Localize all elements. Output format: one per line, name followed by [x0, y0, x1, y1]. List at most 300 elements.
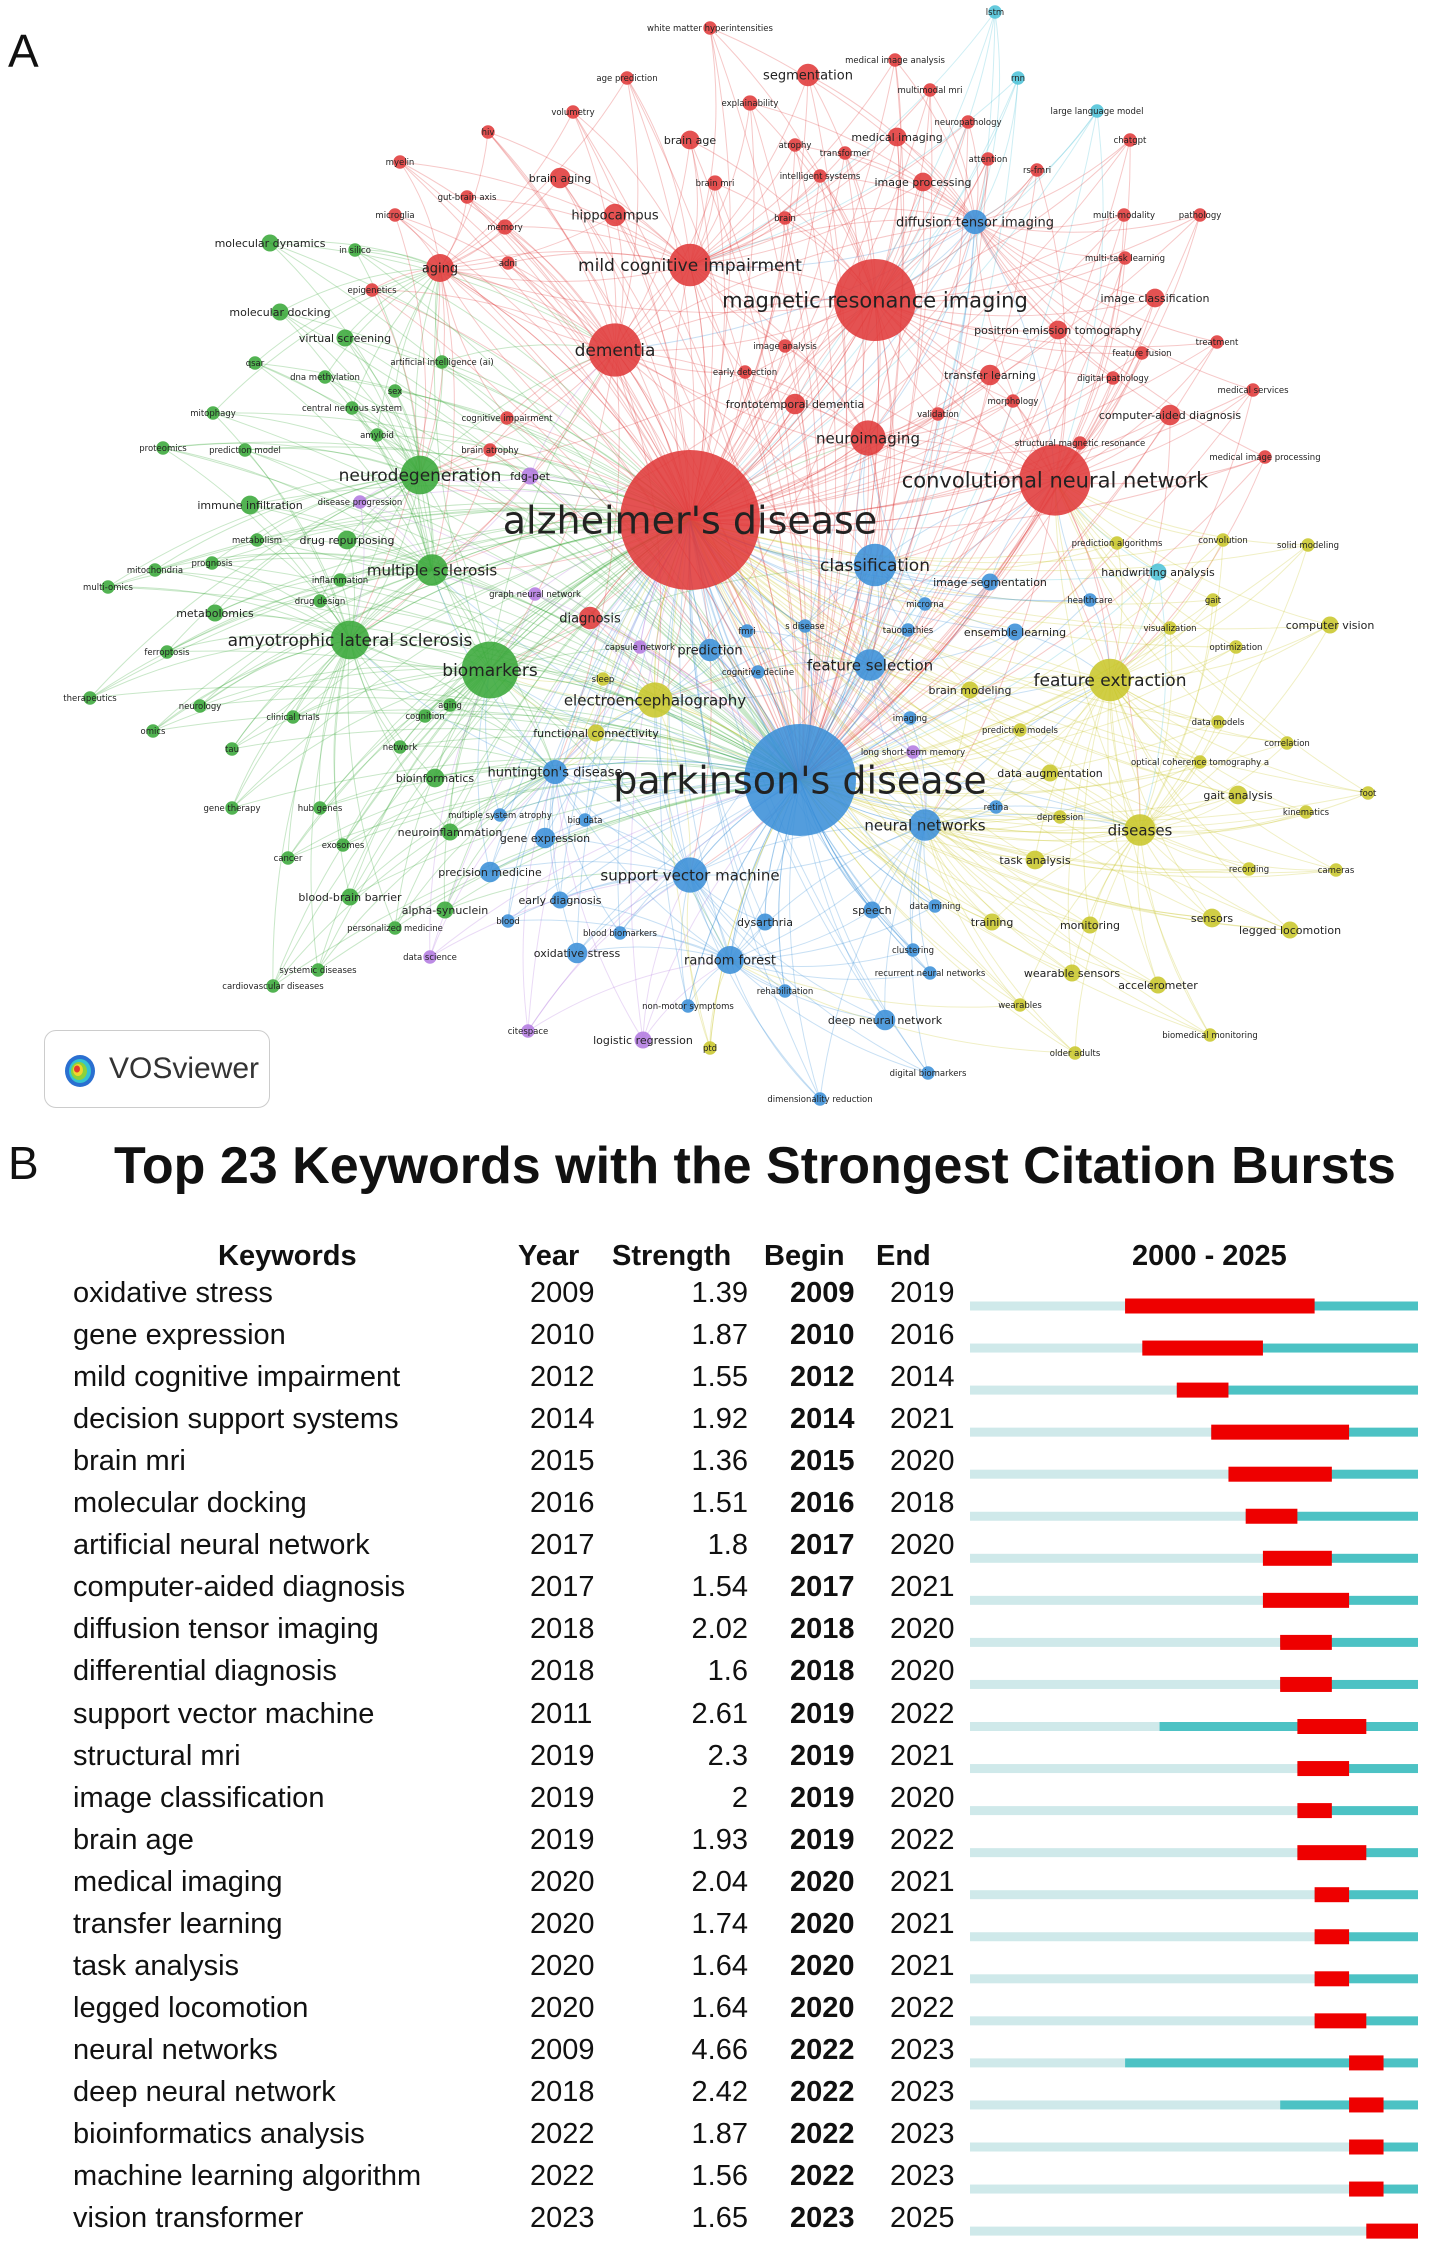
network-node-label: positron emission tomography: [974, 323, 1142, 337]
header-end: End: [876, 1240, 931, 1272]
timeline-pre-bar: [970, 1302, 1125, 1311]
network-node-label: molecular docking: [229, 305, 331, 319]
network-node-label: atrophy: [778, 140, 812, 151]
network-node-label: alzheimer's disease: [502, 498, 878, 543]
vosviewer-badge: [44, 1030, 270, 1108]
burst-strength: 1.8: [707, 1529, 748, 1562]
burst-end: 2019: [890, 1277, 955, 1309]
burst-begin: 2017: [790, 1571, 855, 1604]
network-node-label: multi-modality: [1093, 210, 1155, 221]
header-strength: Strength: [612, 1240, 732, 1272]
burst-end: 2023: [890, 2033, 955, 2066]
network-edge: [643, 875, 690, 1040]
timeline-pre-bar: [970, 1890, 1315, 1899]
network-edge: [1138, 830, 1158, 985]
network-node-label: transfer learning: [944, 368, 1036, 382]
network-node-label: morphology: [987, 396, 1039, 407]
burst-end: 2023: [890, 2160, 955, 2193]
network-node-label: multi-task learning: [1084, 253, 1166, 264]
network-node-label: brain age: [663, 133, 717, 147]
burst-timeline: [966, 1280, 1418, 2260]
network-node-label: medical image processing: [1209, 452, 1321, 463]
network-node-label: correlation: [1264, 738, 1310, 749]
burst-year: 2018: [530, 2075, 595, 2108]
burst-strength: 1.51: [691, 1487, 748, 1520]
burst-end: 2014: [890, 1361, 955, 1394]
timeline-pre-bar: [970, 2185, 1349, 2194]
burst-keyword: legged locomotion: [73, 1991, 309, 2024]
network-node-label: aging: [421, 261, 459, 277]
timeline-burst-bar: [1315, 1971, 1349, 1986]
burst-year: 2012: [530, 1361, 595, 1394]
timeline-pre-bar: [970, 2143, 1349, 2152]
network-edge: [975, 140, 1130, 222]
timeline-burst-bar: [1125, 1299, 1315, 1314]
network-node-label: dysarthria: [736, 915, 794, 929]
network-edge: [690, 875, 885, 1020]
burst-year: 2022: [530, 2160, 595, 2193]
burst-strength: 1.65: [691, 2202, 748, 2235]
network-node-label: graph neural network: [489, 589, 581, 600]
network-node-label: alpha-synuclein: [401, 903, 489, 917]
burst-end: 2023: [890, 2075, 955, 2108]
header-keywords: Keywords: [218, 1240, 357, 1272]
burst-keyword: transfer learning: [73, 1907, 283, 1940]
burst-keyword: artificial neural network: [73, 1529, 370, 1562]
network-node-label: early detection: [712, 367, 778, 378]
network-node-label: neurodegeneration: [338, 465, 502, 486]
burst-keyword: support vector machine: [73, 1697, 375, 1730]
network-node-label: imaging: [892, 713, 928, 724]
network-node-label: prediction algorithms: [1071, 538, 1163, 549]
network-node-label: huntington's disease: [487, 765, 623, 781]
network-node-label: convolution: [1198, 535, 1248, 546]
network-node-label: drug repurposing: [299, 533, 395, 547]
timeline-pre-bar: [970, 1428, 1211, 1437]
network-node-label: gait: [1204, 595, 1222, 606]
timeline-burst-bar: [1315, 2013, 1367, 2028]
burst-begin: 2020: [790, 1907, 855, 1940]
timeline-burst-bar: [1349, 2182, 1383, 2197]
burst-end: 2020: [890, 1655, 955, 1688]
timeline-pre-bar: [970, 1470, 1228, 1479]
burst-end: 2025: [890, 2202, 955, 2235]
timeline-pre-bar: [970, 1596, 1263, 1605]
network-node-label: medical image analysis: [845, 55, 945, 66]
network-node-label: dna methylation: [290, 372, 360, 383]
network-node-label: visualization: [1143, 623, 1197, 634]
header-range: 2000 - 2025: [1132, 1240, 1287, 1272]
burst-end: 2021: [890, 1571, 955, 1604]
network-node-label: random forest: [683, 953, 777, 969]
burst-end: 2020: [890, 1529, 955, 1562]
network-node-label: deep neural network: [827, 1013, 943, 1027]
header-year: Year: [518, 1240, 580, 1272]
burst-keyword: image classification: [73, 1781, 325, 1814]
network-node-label: kinematics: [1282, 807, 1330, 818]
timeline-burst-bar: [1297, 1719, 1366, 1734]
timeline-pre-bar: [970, 1638, 1280, 1647]
network-node-label: mitochondria: [126, 565, 184, 576]
network-node-label: chatgpt: [1113, 135, 1147, 146]
network-node-label: image classification: [1100, 291, 1210, 305]
burst-begin: 2022: [790, 2160, 855, 2193]
network-node-label: hippocampus: [571, 208, 659, 224]
burst-begin: 2022: [790, 2075, 855, 2108]
vosviewer-label: VOSviewer: [109, 1052, 260, 1085]
burst-strength: 2.42: [691, 2075, 748, 2108]
timeline-pre-bar: [970, 1932, 1315, 1941]
network-node-label: gene therapy: [203, 803, 261, 814]
timeline-active-bar: [1280, 2100, 1418, 2109]
network-node-label: omics: [140, 726, 166, 737]
burst-strength: 1.64: [691, 1949, 748, 1982]
network-node-label: neurology: [178, 701, 222, 712]
burst-begin: 2015: [790, 1445, 855, 1478]
network-node-label: myelin: [385, 157, 415, 168]
network-node-label: multiple system atrophy: [448, 810, 552, 821]
network-edge: [1055, 480, 1236, 647]
network-node-label: image processing: [874, 175, 972, 189]
burst-year: 2020: [530, 1991, 595, 2024]
timeline-burst-bar: [1142, 1341, 1263, 1356]
burst-end: 2023: [890, 2118, 955, 2150]
network-node-label: adni: [498, 258, 518, 269]
network-node-label: personalized medicine: [347, 923, 443, 934]
burst-end: 2020: [890, 1445, 955, 1478]
network-node-label: retina: [983, 802, 1009, 813]
network-node-label: diffusion tensor imaging: [896, 215, 1054, 231]
burst-begin: 2012: [790, 1361, 855, 1394]
timeline-burst-bar: [1228, 1467, 1331, 1482]
network-node-label: brain modeling: [928, 683, 1012, 697]
burst-end: 2022: [890, 1823, 955, 1856]
burst-end: 2021: [890, 1403, 955, 1436]
network-edge: [348, 640, 395, 928]
network-node-label: dimensionality reduction: [767, 1094, 873, 1105]
timeline-pre-bar: [970, 1848, 1297, 1857]
network-node-label: intelligent systems: [779, 171, 861, 182]
burst-year: 2017: [530, 1571, 595, 1604]
burst-year: 2020: [530, 1865, 595, 1898]
network-node-label: blood: [496, 916, 520, 927]
network-node-label: gait analysis: [1203, 788, 1273, 802]
network-node-label: depression: [1036, 812, 1084, 823]
burst-keyword: oxidative stress: [73, 1277, 273, 1309]
burst-keyword: bioinformatics analysis: [73, 2118, 365, 2150]
burst-year: 2010: [530, 1319, 595, 1352]
network-node-label: qsar: [245, 358, 265, 369]
keyword-cooccurrence-network: [0, 0, 1429, 1110]
burst-strength: 1.87: [691, 1319, 748, 1352]
panel-a-label: A: [8, 25, 39, 77]
burst-keyword: medical imaging: [73, 1865, 283, 1898]
burst-begin: 2014: [790, 1403, 855, 1436]
burst-keyword: diffusion tensor imaging: [73, 1613, 379, 1646]
network-node-label: large language model: [1050, 106, 1144, 117]
burst-strength: 1.54: [691, 1571, 748, 1604]
burst-year: 2016: [530, 1487, 595, 1520]
timeline-pre-bar: [970, 1722, 1160, 1731]
network-node-label: molecular dynamics: [214, 236, 326, 250]
network-node-label: s disease: [785, 621, 825, 632]
burst-year: 2020: [530, 1949, 595, 1982]
network-node-label: wearables: [998, 1000, 1042, 1011]
network-edge: [730, 960, 820, 1099]
network-node-label: legged locomotion: [1238, 923, 1342, 937]
network-node-label: clinical trials: [266, 712, 320, 723]
network-node-label: digital biomarkers: [889, 1068, 967, 1079]
network-node-label: lstm: [985, 7, 1005, 18]
burst-begin: 2019: [790, 1781, 855, 1814]
network-node-label: sensors: [1190, 911, 1234, 925]
network-node-label: clustering: [891, 945, 935, 956]
network-node-label: convolutional neural network: [901, 468, 1209, 493]
network-node-label: tau: [225, 744, 239, 755]
network-node-label: sex: [387, 386, 403, 397]
network-node-label: prognosis: [191, 558, 233, 569]
timeline-pre-bar: [970, 1806, 1297, 1815]
network-node-label: bioinformatics: [395, 771, 475, 785]
network-node-label: gene expression: [499, 831, 591, 845]
burst-strength: 1.6: [707, 1655, 748, 1688]
network-node-label: attention: [968, 154, 1008, 165]
network-node-label: accelerometer: [1118, 978, 1198, 992]
network-node-label: oxidative stress: [533, 946, 621, 960]
timeline-burst-bar: [1263, 1551, 1332, 1566]
network-node-label: treatment: [1195, 337, 1239, 348]
timeline-burst-bar: [1297, 1803, 1331, 1818]
timeline-pre-bar: [970, 1386, 1177, 1395]
network-node-label: epigenetics: [347, 285, 397, 296]
timeline-burst-bar: [1263, 1593, 1349, 1608]
network-node-label: neuropathology: [934, 117, 1002, 128]
network-node-label: feature fusion: [1112, 348, 1172, 359]
network-node-label: prediction: [677, 643, 743, 659]
network-node-label: brain: [774, 213, 796, 224]
vosviewer-logo-icon: [63, 1049, 97, 1089]
network-node-label: cardiovascular diseases: [222, 981, 324, 992]
burst-begin: 2017: [790, 1529, 855, 1562]
network-node-label: rs-fmri: [1022, 165, 1052, 176]
network-node-label: feature selection: [806, 656, 934, 675]
network-node-label: in silico: [339, 245, 371, 256]
burst-begin: 2018: [790, 1613, 855, 1646]
burst-strength: 1.36: [691, 1445, 748, 1478]
network-node-label: recurrent neural networks: [874, 968, 986, 979]
network-node-label: multi-omics: [83, 582, 133, 593]
panel-b-label: B: [8, 1137, 39, 1189]
network-node-label: healthcare: [1067, 595, 1113, 606]
timeline-burst-bar: [1246, 1509, 1298, 1524]
burst-end: 2020: [890, 1781, 955, 1814]
network-node-label: image analysis: [753, 341, 817, 352]
burst-strength: 2.04: [691, 1865, 748, 1898]
network-node-label: big data: [567, 815, 603, 826]
burst-begin: 2020: [790, 1949, 855, 1982]
network-node-label: mild cognitive impairment: [578, 255, 802, 276]
network-node-label: handwriting analysis: [1101, 565, 1215, 579]
network-node-label: cognition: [405, 711, 445, 722]
network-node-label: pathology: [1178, 210, 1222, 221]
burst-keyword: mild cognitive impairment: [73, 1361, 401, 1394]
network-node-label: neural networks: [864, 816, 986, 835]
network-node-label: older adults: [1049, 1048, 1101, 1059]
timeline-burst-bar: [1297, 1845, 1366, 1860]
timeline-burst-bar: [1366, 2224, 1418, 2239]
network-node-label: hiv: [481, 127, 495, 138]
network-node-label: white matter hyperintensities: [647, 23, 773, 34]
network-node-label: fmri: [738, 626, 756, 637]
network-node-label: blood biomarkers: [583, 928, 657, 939]
burst-strength: 1.56: [691, 2160, 748, 2193]
burst-table-title: Top 23 Keywords with the Strongest Citation Bursts: [114, 1137, 1396, 1195]
network-node-label: amyloid: [360, 430, 394, 441]
network-node-label: capsule network: [605, 642, 675, 653]
burst-year: 2018: [530, 1655, 595, 1688]
network-node-label: diseases: [1107, 821, 1173, 840]
network-node-label: metabolomics: [176, 606, 254, 620]
network-node-label: optical coherence tomography a: [1130, 757, 1270, 768]
network-node-label: volumetry: [551, 107, 595, 118]
timeline-burst-bar: [1211, 1425, 1349, 1440]
network-node-label: feature extraction: [1033, 670, 1187, 691]
timeline-pre-bar: [970, 1512, 1246, 1521]
burst-begin: 2016: [790, 1487, 855, 1520]
burst-end: 2021: [890, 1949, 955, 1982]
network-node-label: rehabilitation: [756, 986, 814, 997]
network-node-label: microrna: [906, 599, 944, 610]
timeline-burst-bar: [1297, 1761, 1349, 1776]
burst-begin: 2010: [790, 1319, 855, 1352]
network-node-label: wearable sensors: [1023, 966, 1121, 980]
burst-strength: 1.93: [691, 1823, 748, 1856]
network-node-label: data mining: [909, 901, 961, 912]
network-edge: [528, 960, 730, 1031]
burst-end: 2022: [890, 1991, 955, 2024]
timeline-burst-bar: [1349, 2097, 1383, 2112]
network-node-label: ensemble learning: [963, 625, 1067, 639]
network-node-label: early diagnosis: [518, 893, 602, 907]
timeline-burst-bar: [1280, 1635, 1332, 1650]
network-edge: [1140, 572, 1166, 830]
burst-keyword: vision transformer: [73, 2202, 304, 2235]
burst-strength: 2.3: [707, 1739, 748, 1772]
burst-year: 2020: [530, 1907, 595, 1940]
network-node-label: blood-brain barrier: [298, 890, 402, 904]
network-node-label: segmentation: [763, 68, 853, 84]
network-node-label: network: [382, 742, 418, 753]
timeline-pre-bar: [970, 1554, 1263, 1563]
timeline-pre-bar: [970, 1764, 1297, 1773]
burst-keyword: task analysis: [73, 1949, 240, 1982]
network-node-label: magnetic resonance imaging: [722, 288, 1028, 313]
burst-year: 2009: [530, 2033, 595, 2066]
burst-year: 2023: [530, 2202, 595, 2235]
burst-keyword: differential diagnosis: [73, 1655, 337, 1688]
timeline-burst-bar: [1349, 2055, 1383, 2070]
network-node-label: age prediction: [596, 73, 658, 84]
network-node-label: ferroptosis: [144, 647, 190, 658]
network-node-label: therapeutics: [63, 693, 117, 704]
burst-keyword: computer-aided diagnosis: [73, 1571, 406, 1604]
burst-year: 2018: [530, 1613, 595, 1646]
burst-keyword: brain mri: [73, 1445, 186, 1478]
burst-begin: 2019: [790, 1823, 855, 1856]
burst-strength: 1.87: [691, 2118, 748, 2150]
burst-strength: 1.55: [691, 1361, 748, 1394]
burst-strength: 4.66: [691, 2033, 748, 2066]
network-node-label: optimization: [1209, 642, 1263, 653]
network-node-label: brain aging: [528, 171, 592, 185]
network-node-label: non-motor symptoms: [642, 1001, 734, 1012]
timeline-pre-bar: [970, 2016, 1315, 2025]
burst-begin: 2009: [790, 1277, 855, 1309]
network-node-label: brain mri: [695, 178, 735, 189]
burst-year: 2019: [530, 1739, 595, 1772]
burst-year: 2011: [530, 1697, 593, 1730]
timeline-burst-bar: [1177, 1383, 1229, 1398]
network-node-label: microglia: [375, 210, 415, 221]
burst-end: 2020: [890, 1613, 955, 1646]
network-edge: [820, 825, 925, 1099]
burst-strength: 1.74: [691, 1907, 748, 1940]
network-node-label: diagnosis: [559, 611, 621, 627]
burst-keyword: decision support systems: [73, 1403, 399, 1436]
timeline-pre-bar: [970, 2227, 1366, 2236]
burst-year: 2019: [530, 1781, 595, 1814]
network-node-label: precision medicine: [438, 865, 542, 879]
burst-keyword: deep neural network: [73, 2075, 336, 2108]
network-node-label: cognitive decline: [721, 667, 795, 678]
timeline-burst-bar: [1349, 2140, 1383, 2155]
burst-strength: 1.92: [691, 1403, 748, 1436]
network-node-label: training: [970, 915, 1014, 929]
burst-year: 2014: [530, 1403, 595, 1436]
burst-strength: 2.61: [691, 1697, 748, 1730]
burst-begin: 2019: [790, 1697, 855, 1730]
network-node-label: mitophagy: [190, 408, 236, 419]
network-node-label: systemic diseases: [279, 965, 357, 976]
timeline-active-bar: [1160, 1722, 1418, 1731]
network-node-label: disease progression: [317, 497, 403, 508]
network-node-label: neuroinflammation: [397, 825, 503, 839]
burst-end: 2018: [890, 1487, 955, 1520]
burst-strength: 2: [731, 1781, 748, 1814]
network-node-label: functional connectivity: [533, 726, 659, 740]
network-node-label: recording: [1228, 864, 1270, 875]
network-node-label: foot: [1359, 788, 1377, 799]
network-node-label: amyotrophic lateral sclerosis: [227, 630, 473, 651]
network-node-label: data models: [1191, 717, 1245, 728]
network-node-label: explainability: [721, 98, 779, 109]
network-node-label: multiple sclerosis: [366, 561, 498, 580]
network-node-label: parkinson's disease: [613, 758, 987, 803]
header-begin: Begin: [764, 1240, 845, 1272]
network-node-label: support vector machine: [600, 866, 780, 885]
network-node-label: computer vision: [1285, 618, 1375, 632]
network-node-label: predictive models: [982, 725, 1058, 736]
timeline-pre-bar: [970, 1344, 1142, 1353]
burst-keyword: machine learning algorithm: [73, 2160, 422, 2193]
network-node-label: classification: [820, 555, 930, 576]
network-node-label: artificial intelligence (ai): [390, 357, 494, 368]
network-node-label: proteomics: [139, 443, 187, 454]
network-node-label: sleep: [591, 674, 615, 685]
burst-begin: 2018: [790, 1655, 855, 1688]
network-node-label: digital pathology: [1077, 373, 1149, 384]
network-node-label: virtual screening: [298, 331, 392, 345]
